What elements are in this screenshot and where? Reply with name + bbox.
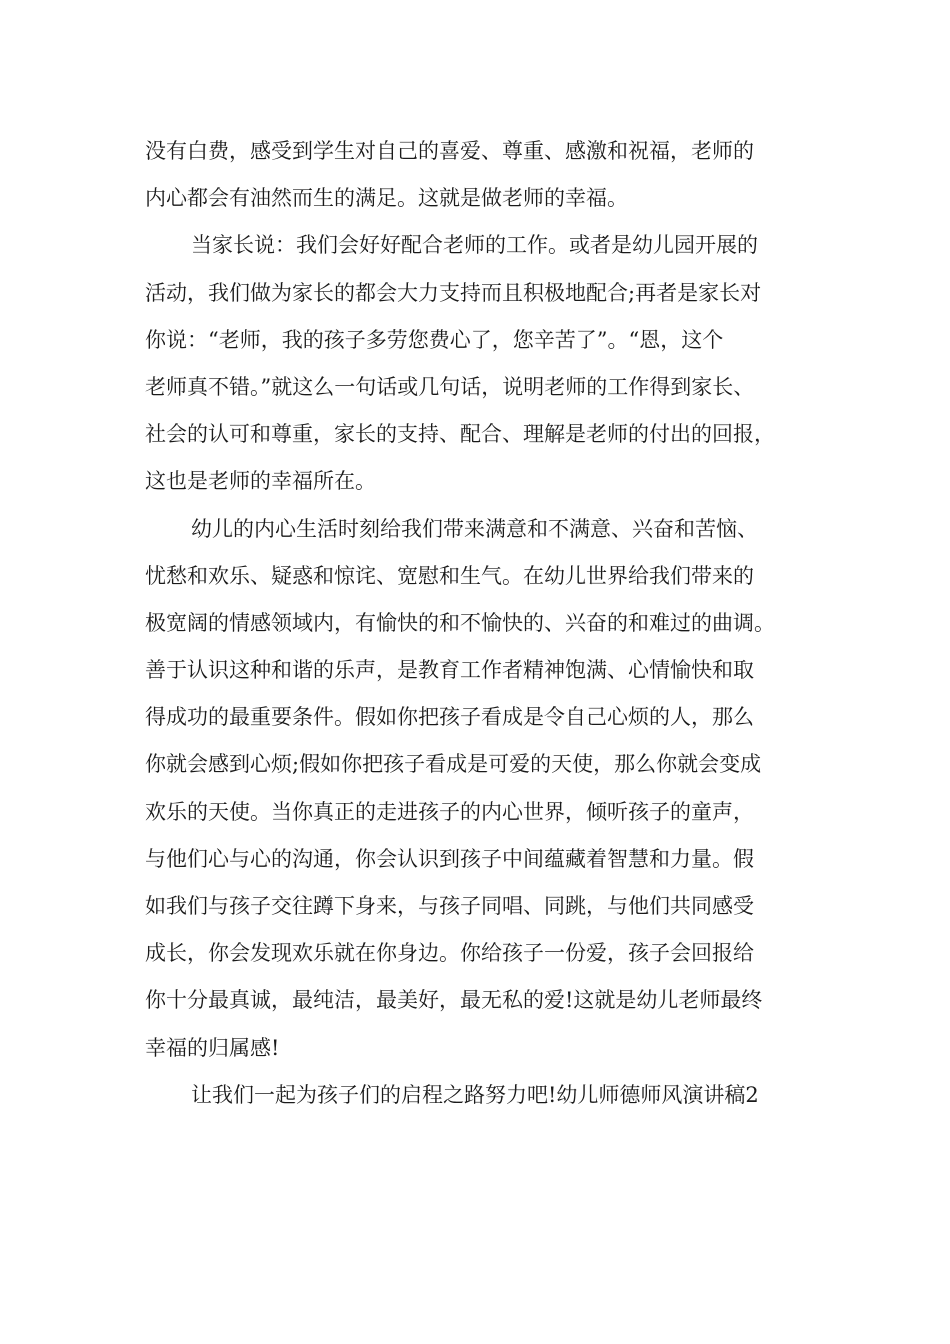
text-line: 幸福的归属感!	[145, 1035, 280, 1060]
text-line: 你十分最真诚，最纯洁，最美好，最无私的爱!这就是幼儿老师最终	[145, 988, 763, 1013]
text-line: 与他们心与心的沟通，你会认识到孩子中间蕴藏着智慧和力量。假	[145, 846, 754, 871]
text-line: 这也是老师的幸福所在。	[145, 469, 376, 494]
text-line: 得成功的最重要条件。假如你把孩子看成是令自己心烦的人，那么	[145, 705, 754, 730]
text-line: 善于认识这种和谐的乐声，是教育工作者精神饱满、心情愉快和取	[145, 658, 754, 683]
text-line: 没有白费，感受到学生对自己的喜爱、尊重、感激和祝福，老师的	[145, 139, 754, 163]
text-line: 你说：“老师，我的孩子多劳您费心了，您辛苦了”。“恩，这个	[145, 327, 724, 352]
text-line: 忧愁和欢乐、疑惑和惊诧、宽慰和生气。在幼儿世界给我们带来的	[145, 563, 754, 588]
document-body	[145, 128, 825, 1119]
paragraph-start-line: 幼儿的内心生活时刻给我们带来满意和不满意、兴奋和苦恼、	[191, 516, 758, 541]
paragraph-start-line: 让我们一起为孩子们的启程之路努力吧!幼儿师德师风演讲稿2	[191, 1082, 759, 1107]
text-line: 社会的认可和尊重，家长的支持、配合、理解是老师的付出的回报，	[145, 422, 775, 447]
text-line: 如我们与孩子交往蹲下身来，与孩子同唱、同跳，与他们共同感受	[145, 894, 754, 918]
text-line: 老师真不错。”就这么一句话或几句话，说明老师的工作得到家长、	[145, 374, 755, 399]
text-line: 内心都会有油然而生的满足。这就是做老师的幸福。	[145, 186, 628, 211]
paragraph-start-line: 当家长说：我们会好好配合老师的工作。或者是幼儿园开展的	[191, 233, 758, 258]
text-line: 活动，我们做为家长的都会大力支持而且积极地配合;再者是家长对	[145, 280, 762, 305]
text-line: 极宽阔的情感领域内，有愉快的和不愉快的、兴奋的和难过的曲调。	[145, 610, 775, 635]
text-line: 你就会感到心烦;假如你把孩子看成是可爱的天使，那么你就会变成	[145, 752, 762, 777]
text-line: 成长，你会发现欢乐就在你身边。你给孩子一份爱，孩子会回报给	[145, 941, 754, 966]
text-line: 欢乐的天使。当你真正的走进孩子的内心世界，倾听孩子的童声，	[145, 799, 754, 824]
